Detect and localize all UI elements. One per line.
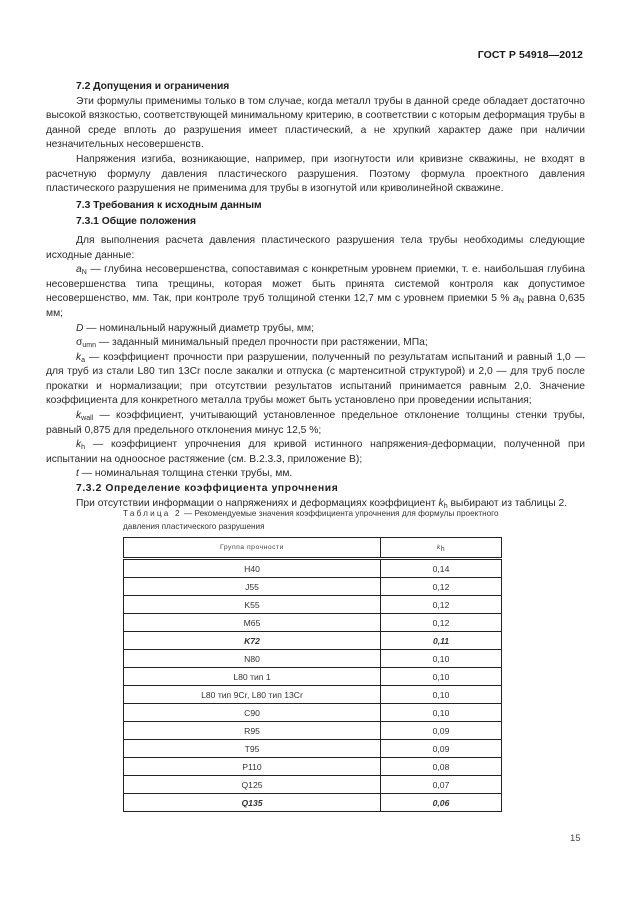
table-row (124, 578, 502, 596)
cell-kh-value: 0,10 (381, 650, 502, 668)
document-body (46, 80, 585, 511)
cell-strength-group: Q125 (124, 776, 381, 794)
table-row (124, 722, 502, 740)
table-row (124, 559, 502, 578)
definition-kh: $k_h$ — коэффициент упрочнения для кривой истинного напряжения-деформации, полученной при испытании на одноосное растяжение (см. В.2.3.3, приложение В); (46, 439, 585, 465)
cell-strength-group: L80 тип 1 (124, 668, 381, 686)
cell-kh-value: 0,09 (381, 740, 502, 758)
cell-kh-value: 0,10 (381, 704, 502, 722)
definition-ka: $k_a$ — коэффициент прочности при разрушении, полученный по результатам испытаний и равный 1,0 — для труб из стали L80 тип 13Cr после закалки и отпуска (с мартенситной структурой) и 2,0 — для труб после прокатки и нормализации; при отсутствии результатов испытаний принимается равным 2,0. Значение коэффициента для конкретного металла трубы может быть установлено при проведении испытания; (46, 351, 585, 407)
cell-strength-group: R95 (124, 722, 381, 740)
paragraph: Напряжения изгиба, возникающие, например, при изогнутости или кривизне скважины, не входят в расчетную формулу давления пластического разрушения. Поэтому формула проектного давления пластического разрушения не применима для трубы в изогнутой или криволинейной скважине. (46, 153, 585, 195)
section-7-3-1-title: 7.3.1 Общие положения (76, 216, 196, 228)
cell-strength-group: K55 (124, 596, 381, 614)
cell-kh-value: 0,09 (381, 722, 502, 740)
cell-strength-group: H40 (124, 559, 381, 578)
section-7-3-title: 7.3 Требования к исходным данным (76, 199, 262, 211)
table-row (124, 758, 502, 776)
paragraph: Эти формулы применимы только в том случае, когда металл трубы в данной среде обладает достаточно высокой вязкостью, соответствующей минимальному критерию, в соответствии с которым деформация трубы в данной среде вплоть до разрушения имеет пластический, а не хрупкий характер даже при наличии незначительных несовершенств. (46, 95, 585, 151)
cell-strength-group: J55 (124, 578, 381, 596)
cell-strength-group: L80 тип 9Cr, L80 тип 13Cr (124, 686, 381, 704)
column-header-kh: $k_h$ (381, 538, 502, 559)
definition-sigma: $\sigma_{umn}$ — заданный минимальный предел прочности при растяжении, МПа; (76, 337, 428, 350)
paragraph: Для выполнения расчета давления пластического разрушения тела трубы необходимы следующие исходные данные: (46, 234, 585, 261)
column-header-strength-group: Группа прочности (124, 538, 381, 559)
definition-D: D — номинальный наружный диаметр трубы, мм; (76, 322, 314, 334)
table-row (124, 632, 502, 650)
definition-kwall: $k_{wall}$ — коэффициент, учитывающий установленное предельное отклонение толщины стенки трубы, равный 0,875 для предельного отклонения минус 12,5 %; (46, 410, 585, 436)
hardening-coefficient-table (123, 537, 502, 812)
definition-t: t — номинальная толщина стенки трубы, мм. (76, 468, 293, 480)
cell-strength-group: C90 (124, 704, 381, 722)
cell-strength-group: P110 (124, 758, 381, 776)
table-row (124, 596, 502, 614)
cell-kh-value: 0,14 (381, 559, 502, 578)
table-row (124, 650, 502, 668)
cell-kh-value: 0,11 (381, 632, 502, 650)
cell-kh-value: 0,12 (381, 578, 502, 596)
cell-strength-group: T95 (124, 740, 381, 758)
cell-kh-value: 0,06 (381, 794, 502, 812)
cell-kh-value: 0,08 (381, 758, 502, 776)
table-row (124, 704, 502, 722)
cell-kh-value: 0,07 (381, 776, 502, 794)
section-7-2-title: 7.2 Допущения и ограничения (76, 81, 230, 92)
cell-strength-group: K72 (124, 632, 381, 650)
cell-kh-value: 0,12 (381, 614, 502, 632)
standard-designation: ГОСТ Р 54918—2012 (477, 49, 583, 61)
table-row (124, 668, 502, 686)
cell-kh-value: 0,10 (381, 686, 502, 704)
paragraph: При отсутствии информации о напряжениях и деформациях коэффициент $k_h$ выбирают из таблицы 2. (76, 497, 568, 510)
cell-kh-value: 0,10 (381, 668, 502, 686)
cell-strength-group: N80 (124, 650, 381, 668)
cell-strength-group: Q135 (124, 794, 381, 812)
cell-strength-group: M65 (124, 614, 381, 632)
cell-kh-value: 0,12 (381, 596, 502, 614)
table-row (124, 776, 502, 794)
table-row (124, 794, 502, 812)
definition-aN: $a_N$ — глубина несовершенства, сопоставимая с конкретным уровнем приемки, т. е. наибольшая глубина несовершенства типа трещины, которая может быть принята системой контроля как допустимое несовершенство, мм. Так, при контроле труб толщиной стенки 12,7 мм с уровнем приемки 5 % $a_N$ равна 0,635 мм; (46, 264, 585, 319)
table-row (124, 686, 502, 704)
table-row (124, 614, 502, 632)
table-caption: Таблица 2 — Рекомендуемые значения коэффициента упрочнения для формулы проектного давления пластического разрушения (123, 509, 499, 531)
section-7-3-2-title: 7.3.2 Определение коэффициента упрочнения (76, 483, 339, 495)
table-row (124, 740, 502, 758)
page-number: 15 (570, 833, 581, 844)
table-header-row (124, 538, 502, 559)
